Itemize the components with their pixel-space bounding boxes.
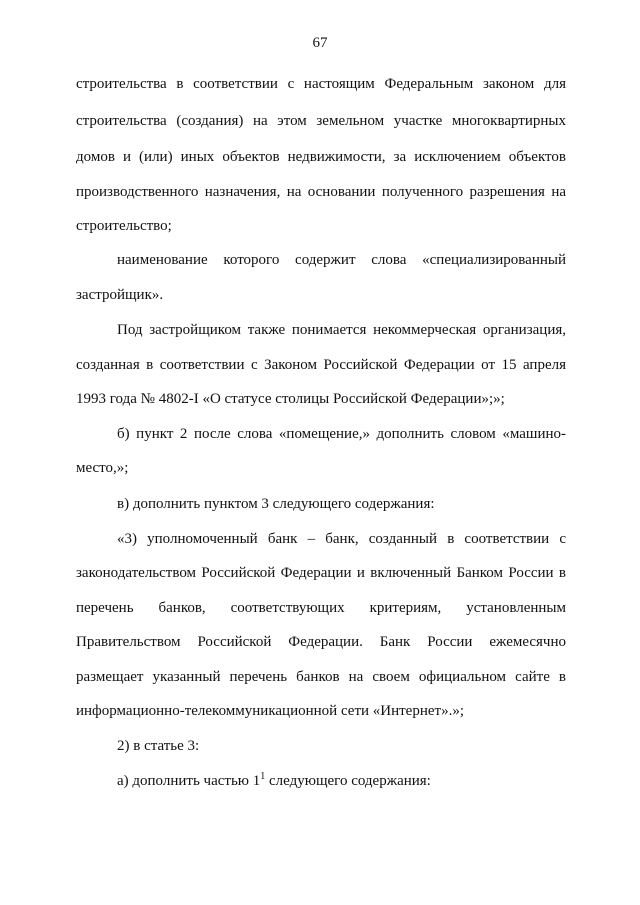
- superscript: 1: [260, 771, 266, 782]
- text-line: в) дополнить пунктом 3 следующего содержания:: [117, 496, 435, 512]
- text-line: строительства (создания) на этом земельном участке многоквартирных: [76, 113, 566, 129]
- text-line: «3) уполномоченный банк – банк, созданный в соответствии с: [117, 531, 566, 547]
- text-line: место,»;: [76, 460, 129, 476]
- text-line: наименование которого содержит слова «специализированный: [117, 252, 566, 268]
- text-line: законодательством Российской Федерации и включенный Банком России в: [76, 565, 566, 581]
- text-segment: следующего содержания:: [265, 773, 431, 789]
- page-number: 67: [312, 35, 328, 51]
- text-line: 1993 года № 4802-I «О статусе столицы Российской Федерации»;»;: [76, 391, 505, 407]
- text-line-with-superscript: [117, 771, 566, 791]
- text-segment: а) дополнить частью 1: [117, 773, 261, 789]
- text-line: перечень банков, соответствующих критериям, установленным: [76, 600, 566, 616]
- text-line: б) пункт 2 после слова «помещение,» дополнить словом «машино-: [117, 426, 566, 442]
- text-line: размещает указанный перечень банков на своем официальном сайте в: [76, 669, 566, 685]
- text-line: строительства в соответствии с настоящим Федеральным законом для: [76, 76, 566, 92]
- text-line: созданная в соответствии с Законом Российской Федерации от 15 апреля: [76, 357, 566, 373]
- text-line: производственного назначения, на основании полученного разрешения на: [76, 184, 566, 200]
- text-line: информационно-телекоммуникационной сети «Интернет».»;: [76, 703, 465, 719]
- text-line: Под застройщиком также понимается некоммерческая организация,: [117, 322, 566, 338]
- text-line: домов и (или) иных объектов недвижимости, за исключением объектов: [76, 149, 566, 165]
- text-line: 2) в статье 3:: [117, 738, 200, 754]
- text-line: Правительством Российской Федерации. Банк России ежемесячно: [76, 634, 566, 650]
- text-line: застройщик».: [76, 287, 164, 303]
- text-line: строительство;: [76, 218, 172, 234]
